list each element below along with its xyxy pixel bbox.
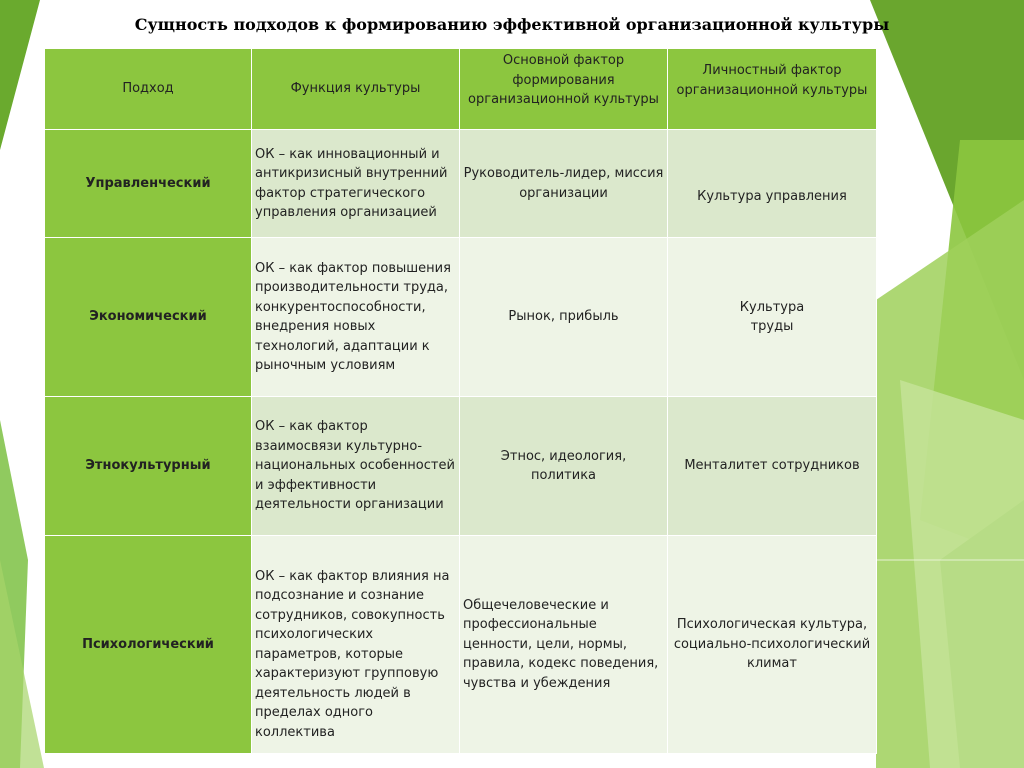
table-row	[45, 130, 877, 238]
approaches-table	[44, 48, 877, 754]
function-cell: ОК – как фактор влияния на подсознание и сознание сотрудников, совокупность психологических параметров, которые характеризуют групповую деятельность людей в пределах одного коллектива	[252, 536, 460, 754]
header-approach: Подход	[45, 49, 252, 130]
table-row	[45, 238, 877, 397]
header-main-factor: Основной фактор формирования организационной культуры	[460, 49, 668, 130]
approach-cell: Этнокультурный	[45, 397, 252, 536]
personal-factor-cell: Психологическая культура, социально-психологический климат	[668, 536, 877, 754]
function-cell: ОК – как фактор взаимосвязи культурно-национальных особенностей и эффективности деятельности организации	[252, 397, 460, 536]
function-cell: ОК – как инновационный и антикризисный внутренний фактор стратегического управления организацией	[252, 130, 460, 238]
main-factor-cell: Руководитель-лидер, миссия организации	[460, 130, 668, 238]
personal-factor-cell: Культура труды	[668, 238, 877, 397]
table-header-row	[45, 49, 877, 130]
main-factor-cell: Этнос, идеология, политика	[460, 397, 668, 536]
personal-factor-cell: Менталитет сотрудников	[668, 397, 877, 536]
personal-factor-cell: Культура управления	[668, 130, 877, 238]
slide-title: Сущность подходов к формированию эффективной организационной культуры	[134, 15, 890, 34]
main-factor-cell: Общечеловеческие и профессиональные ценности, цели, нормы, правила, кодекс поведения, чувства и убеждения	[460, 536, 668, 754]
approach-cell: Психологический	[45, 536, 252, 754]
function-cell: ОК – как фактор повышения производительности труда, конкурентоспособности, внедрения новых технологий, адаптации к рыночным условиям	[252, 238, 460, 397]
table-row	[45, 536, 877, 754]
header-function: Функция культуры	[252, 49, 460, 130]
table-row	[45, 397, 877, 536]
main-factor-cell: Рынок, прибыль	[460, 238, 668, 397]
header-personal-factor: Личностный фактор организационной культуры	[668, 49, 877, 130]
approach-cell: Экономический	[45, 238, 252, 397]
approach-cell: Управленческий	[45, 130, 252, 238]
